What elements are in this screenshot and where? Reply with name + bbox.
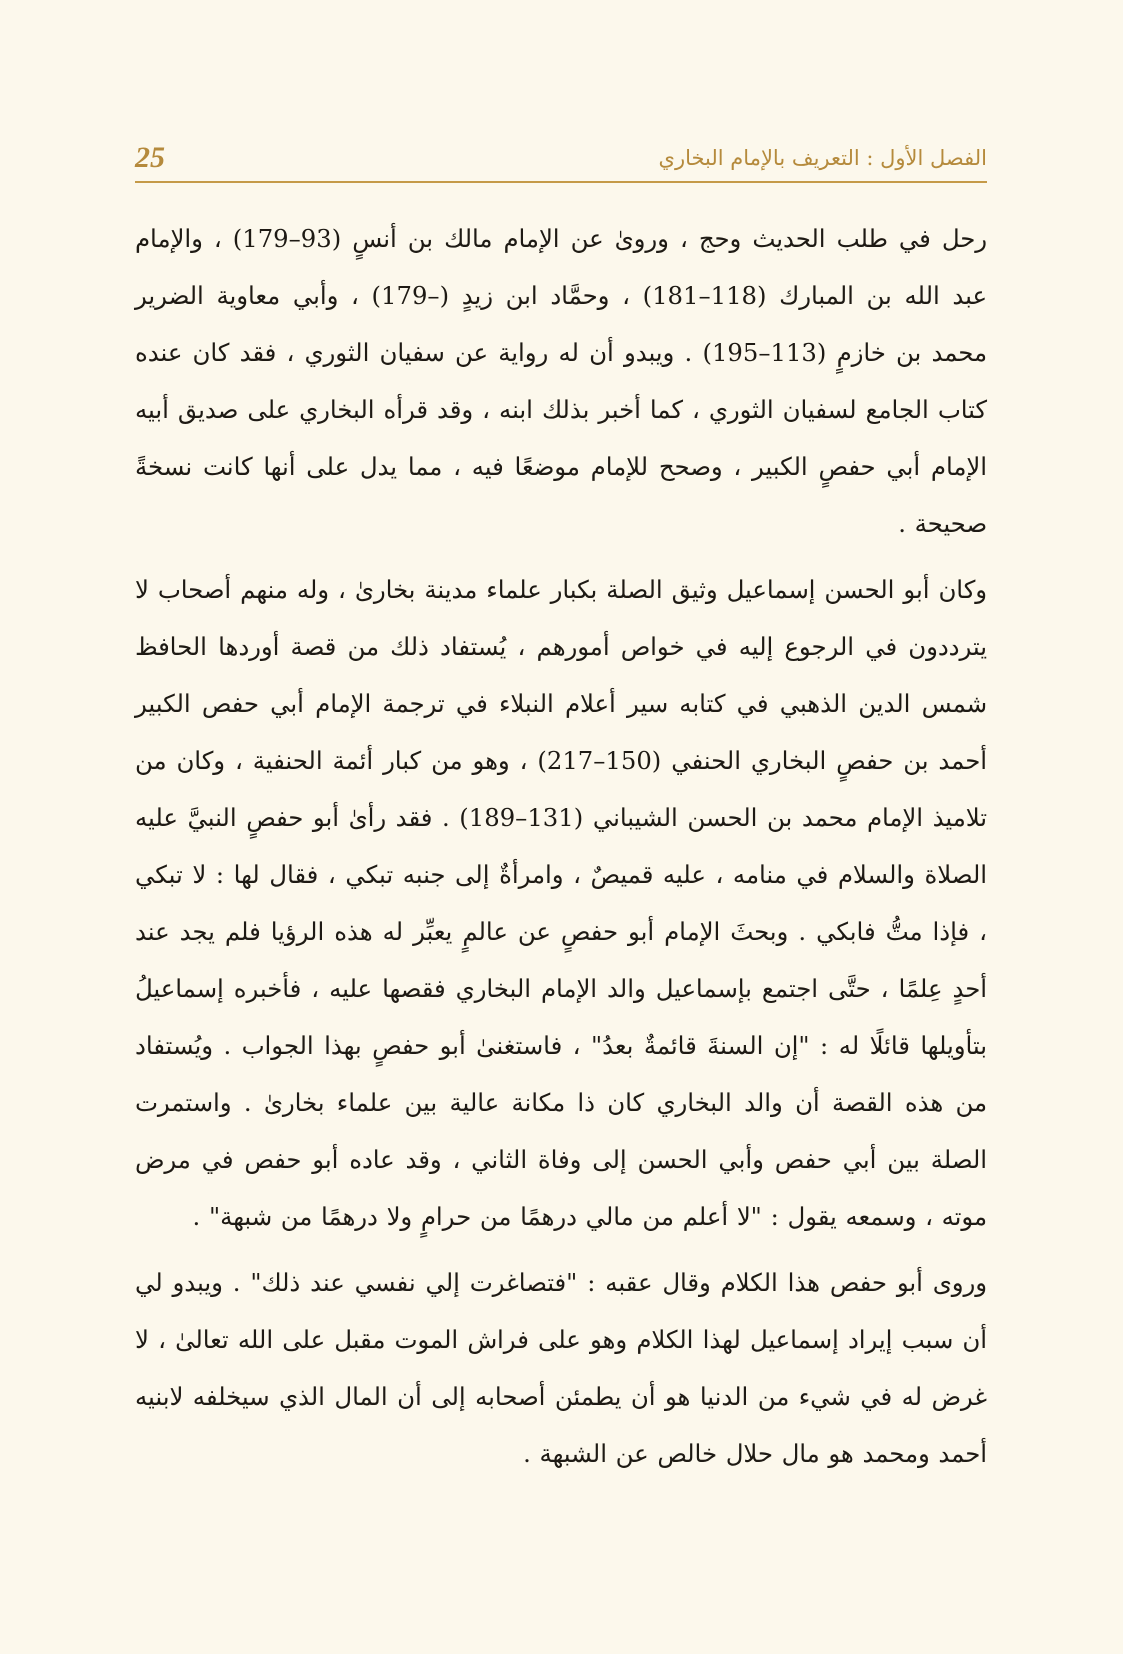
book-page bbox=[135, 0, 987, 1654]
running-header bbox=[135, 136, 987, 180]
chapter-title: الفصل الأول : التعريف بالإمام البخاري bbox=[658, 146, 987, 170]
paragraph-1: رحل في طلب الحديث وحج ، وروىٰ عن الإمام مالك بن أنسٍ (93–179) ، والإمام عبد الله بن المبارك (118–181) ، وحمَّاد ابن زيدٍ (–179) ، وأبي معاوية الضرير محمد بن خازمٍ (113–195) . ويبدو أن له رواية عن سفيان الثوري ، فقد كان عنده كتاب الجامع لسفيان الثوري ، كما أخبر بذلك ابنه ، وقد قرأه البخاري على صديق أبيه الإمام أبي حفصٍ الكبير ، وصحح للإمام موضعًا فيه ، مما يدل على أنها كانت نسخةً صحيحة . bbox=[135, 224, 987, 538]
paragraph-2: وكان أبو الحسن إسماعيل وثيق الصلة بكبار علماء مدينة بخارىٰ ، وله منهم أصحاب لا يترددون في الرجوع إليه في خواص أمورهم ، يُستفاد ذلك من قصة أوردها الحافظ شمس الدين الذهبي في كتابه سير أعلام النبلاء في ترجمة الإمام أبي حفص الكبير أحمد بن حفصٍ البخاري الحنفي (150–217) ، وهو من كبار أئمة الحنفية ، وكان من تلاميذ الإمام محمد بن الحسن الشيباني (131–189) . فقد رأىٰ أبو حفصٍ النبيَّ عليه الصلاة والسلام في منامه ، عليه قميصٌ ، وامرأةٌ إلى جنبه تبكي ، فقال لها : لا تبكي ، فإذا متُّ فابكي . وبحثَ الإمام أبو حفصٍ عن عالمٍ يعبِّر له هذه الرؤيا فلم يجد عند أحدٍ عِلمًا ، حتَّى اجتمع بإسماعيل والد الإمام البخاري فقصها عليه ، فأخبره إسماعيلُ بتأويلها قائلًا له : "إن السنةَ قائمةٌ بعدُ" ، فاستغنىٰ أبو حفصٍ بهذا الجواب . ويُستفاد من هذه القصة أن والد البخاري كان ذا مكانة عالية بين علماء بخارىٰ . واستمرت الصلة بين أبي حفص وأبي الحسن إلى وفاة الثاني ، وقد عاده أبو حفص في مرض موته ، وسمعه يقول : "لا أعلم من مالي درهمًا من حرامٍ ولا درهمًا من شبهة" . bbox=[135, 575, 987, 1231]
page-number: 25 bbox=[135, 141, 165, 174]
header-divider bbox=[135, 181, 987, 183]
body-text bbox=[135, 210, 987, 1482]
paragraph-3: وروى أبو حفص هذا الكلام وقال عقبه : "فتصاغرت إلي نفسي عند ذلك" . ويبدو لي أن سبب إيراد إسماعيل لهذا الكلام وهو على فراش الموت مقبل على الله تعالىٰ ، لا غرض له في شيء من الدنيا هو أن يطمئن أصحابه إلى أن المال الذي سيخلفه لابنيه أحمد ومحمد هو مال حلال خالص عن الشبهة . bbox=[135, 1268, 987, 1468]
